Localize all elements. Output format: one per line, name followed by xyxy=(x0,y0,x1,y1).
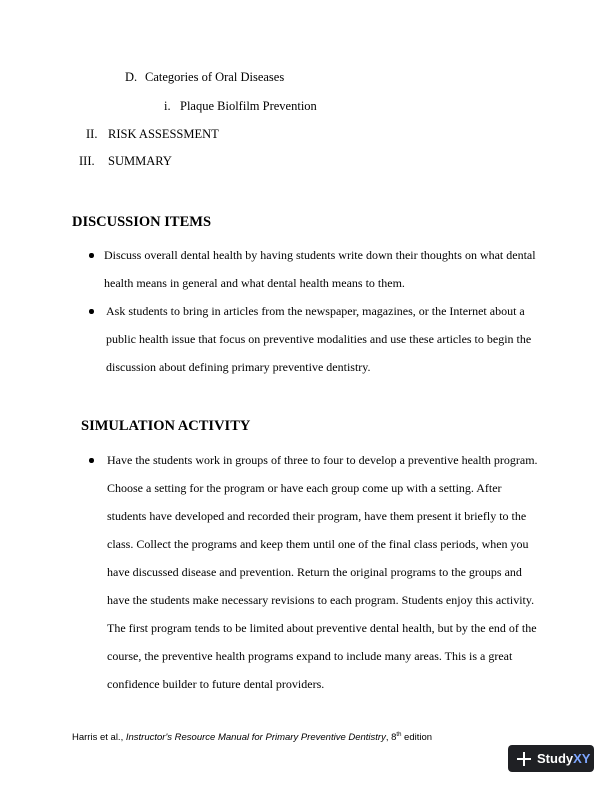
text-line: confidence builder to future dental providers. xyxy=(107,677,325,691)
footer-authors: Harris et al., xyxy=(72,732,126,743)
outline-item-iii-marker: III. xyxy=(79,154,95,168)
discussion-item-2 xyxy=(106,297,531,381)
text-line: Have the students work in groups of three to four to develop a preventive health program. xyxy=(107,453,538,467)
plus-icon xyxy=(517,752,531,766)
bullet-icon xyxy=(89,458,94,463)
discussion-item-1 xyxy=(104,241,536,297)
text-line: course, the preventive health programs expand to include many areas. This is a great xyxy=(107,649,513,663)
badge-text-study: Study xyxy=(537,751,574,766)
text-line: students have developed and recorded their program, have them present it briefly to the xyxy=(107,509,527,523)
studyxy-badge[interactable] xyxy=(508,745,594,772)
outline-item-ii-marker: II. xyxy=(86,127,98,141)
footer-edition-suffix: edition xyxy=(401,732,433,743)
outline-item-iii-text: SUMMARY xyxy=(108,154,172,168)
text-line: health means in general and what dental health means to them. xyxy=(104,276,405,290)
badge-text-xy: XY xyxy=(573,751,591,766)
footer-book-title: Instructor's Resource Manual for Primary Preventive Dentistry xyxy=(125,732,386,743)
text-line: Ask students to bring in articles from the newspaper, magazines, or the Internet about a xyxy=(106,304,525,318)
text-line: Discuss overall dental health by having students write down their thoughts on what dental xyxy=(104,248,536,262)
text-line: public health issue that focus on preventive modalities and use these articles to begin the xyxy=(106,332,532,346)
footer-edition-sup: th xyxy=(396,731,402,738)
simulation-item-1 xyxy=(107,446,538,698)
simulation-heading: SIMULATION ACTIVITY xyxy=(81,418,251,434)
bullet-icon xyxy=(89,309,94,314)
outline-item-ii-text: RISK ASSESSMENT xyxy=(108,127,219,141)
text-line: have the students make necessary revisions to each program. Students enjoy this activity. xyxy=(107,593,535,607)
text-line: have discussed disease and prevention. Return the original programs to the groups and xyxy=(107,565,522,579)
text-line: discussion about defining primary preventive dentistry. xyxy=(106,360,371,374)
footer-edition-prefix: , 8 xyxy=(385,732,397,743)
text-line: The first program tends to be limited about preventive dental health, but by the end of the xyxy=(107,621,537,635)
outline-item-i-text: Plaque Biolfilm Prevention xyxy=(180,99,317,113)
bullet-icon xyxy=(89,253,94,258)
text-line: class. Collect the programs and keep them until one of the final class periods, when you xyxy=(107,537,529,551)
discussion-heading: DISCUSSION ITEMS xyxy=(72,214,212,230)
outline-item-d-marker: D. xyxy=(125,70,138,84)
text-line: Choose a setting for the program or have each group come up with a setting. After xyxy=(107,481,502,495)
outline-item-d-text: Categories of Oral Diseases xyxy=(145,70,285,84)
page-footer xyxy=(72,732,432,743)
outline-item-i-marker: i. xyxy=(164,99,171,113)
